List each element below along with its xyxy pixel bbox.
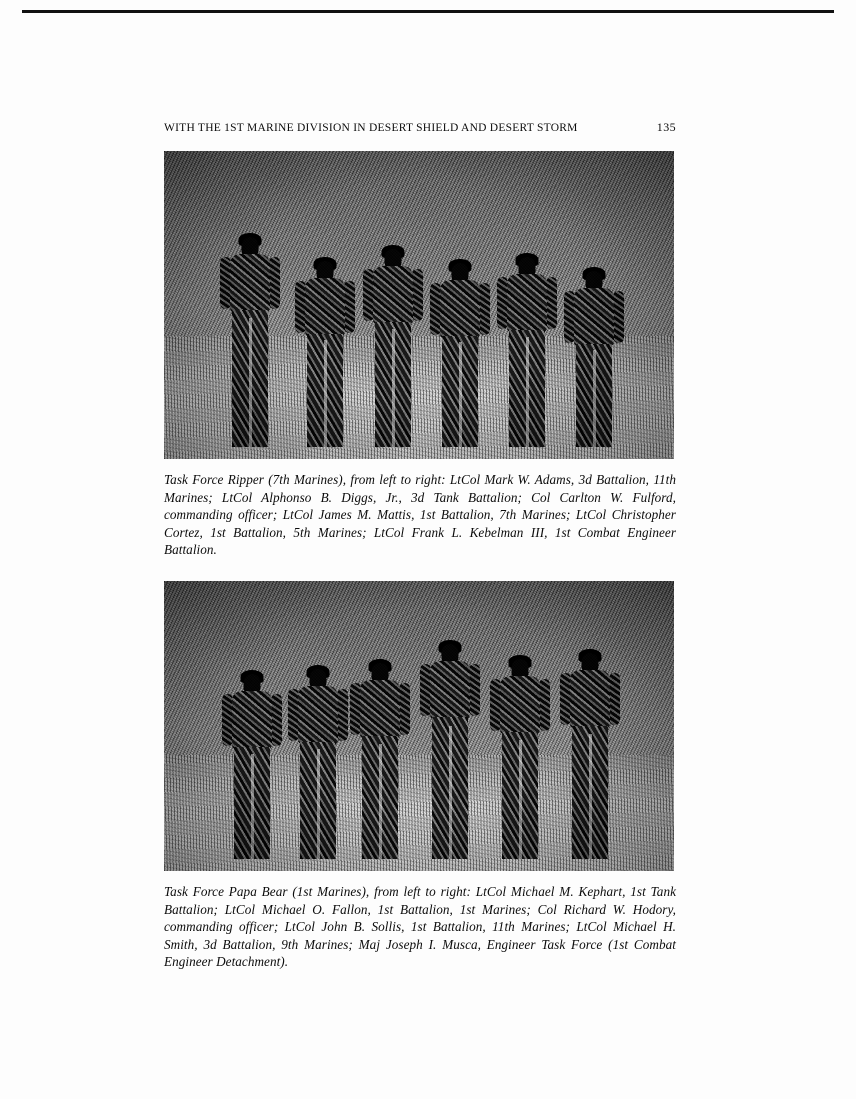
running-head-title: WITH THE 1ST MARINE DIVISION IN DESERT SHIELD AND DESERT STORM	[164, 122, 578, 134]
page-content	[164, 120, 676, 971]
photo-vignette-overlay	[164, 151, 674, 459]
scan-edge-rule	[22, 10, 834, 13]
figure-caption-papa-bear: Task Force Papa Bear (1st Marines), from left to right: LtCol Michael M. Kephart, 1st Tank Battalion; LtCol Michael O. Fallon, 1st Battalion, 1st Marines; Col Richard W. Hodory, commanding officer; LtCol John B. Sollis, 1st Battalion, 11th Marines; LtCol Michael H. Smith, 3d Battalion, 9th Marines; Maj Joseph I. Musca, Engineer Task Force (1st Combat Engineer Detachment).	[164, 883, 676, 970]
photo-vignette-overlay	[164, 581, 674, 871]
running-head	[164, 120, 676, 135]
photo-task-force-ripper	[164, 151, 674, 459]
page-number: 135	[656, 120, 676, 134]
figure-caption-ripper: Task Force Ripper (7th Marines), from left to right: LtCol Mark W. Adams, 3d Battalion, 11th Marines; LtCol Alphonso B. Diggs, Jr., 3d Tank Battalion; Col Carlton W. Fulford, commanding officer; LtCol James M. Mattis, 1st Battalion, 7th Marines; LtCol Christopher Cortez, 1st Battalion, 5th Marines; LtCol Frank L. Kebelman III, 1st Combat Engineer Battalion.	[164, 472, 676, 558]
photo-task-force-papa-bear	[164, 581, 674, 871]
